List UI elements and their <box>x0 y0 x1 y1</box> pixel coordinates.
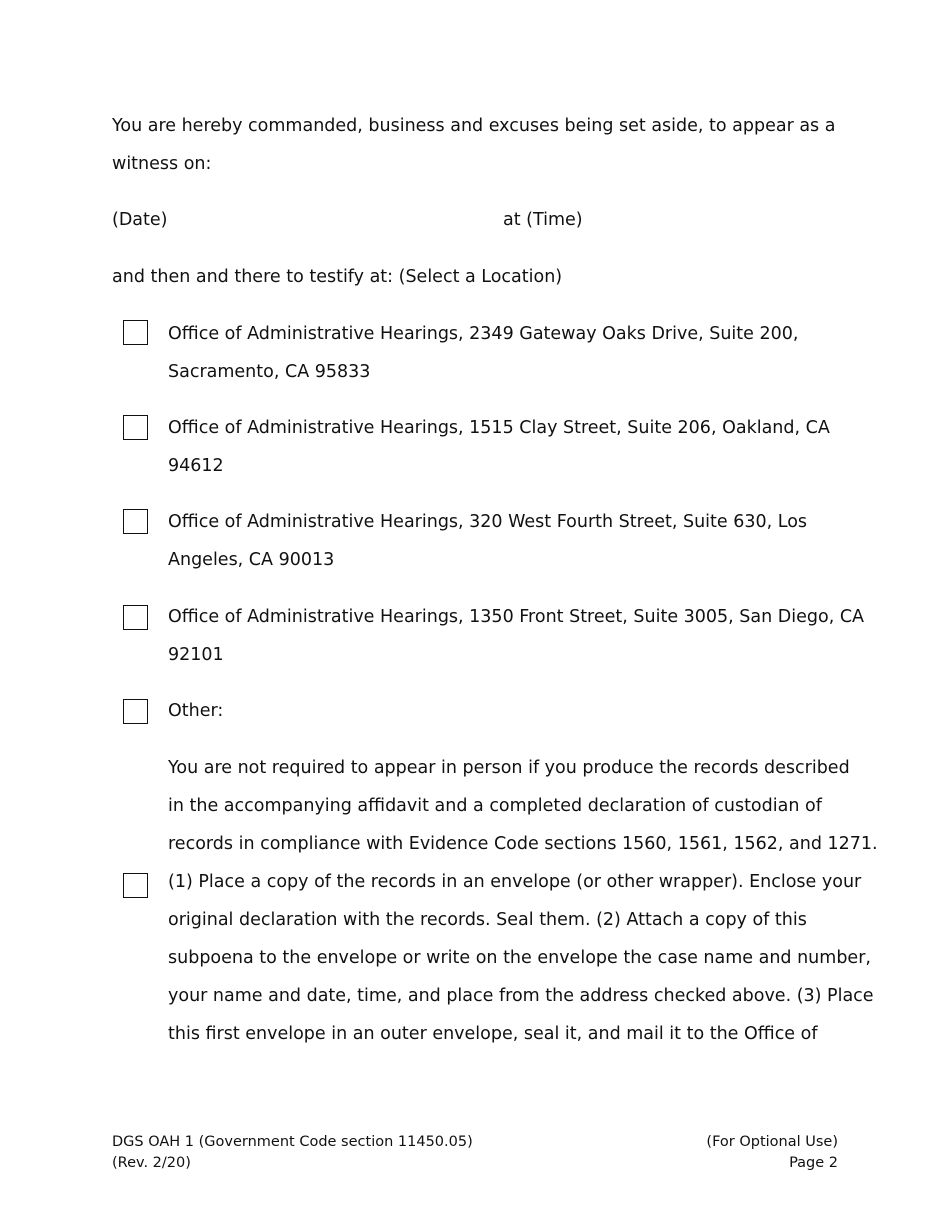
records-line-5: original declaration with the records. Seal them. (2) Attach a copy of this <box>168 910 807 930</box>
date-label: (Date) <box>112 210 168 230</box>
location-oakland-line-2: 94612 <box>168 456 224 476</box>
records-line-8: this first envelope in an outer envelope, seal it, and mail it to the Office of <box>168 1024 818 1044</box>
intro-line-1: You are hereby commanded, business and excuses being set aside, to appear as a <box>112 116 836 136</box>
location-san-diego-line-2: 92101 <box>168 645 224 665</box>
location-oakland-checkbox[interactable] <box>123 415 148 440</box>
footer-form-id: DGS OAH 1 (Government Code section 11450.05) <box>112 1134 473 1150</box>
location-other-checkbox[interactable] <box>123 699 148 724</box>
location-los-angeles-line-1: Office of Administrative Hearings, 320 West Fourth Street, Suite 630, Los <box>168 512 808 532</box>
records-line-2: in the accompanying affidavit and a completed declaration of custodian of <box>168 796 822 816</box>
location-other-label: Other: <box>168 701 224 721</box>
records-line-3: records in compliance with Evidence Code sections 1560, 1561, 1562, and 1271. <box>168 834 878 854</box>
time-label: at (Time) <box>503 210 583 230</box>
records-line-7: your name and date, time, and place from the address checked above. (3) Place <box>168 986 874 1006</box>
location-oakland-line-1: Office of Administrative Hearings, 1515 Clay Street, Suite 206, Oakland, CA <box>168 418 830 438</box>
intro-line-2: witness on: <box>112 154 212 174</box>
location-sacramento-line-2: Sacramento, CA 95833 <box>168 362 371 382</box>
records-line-6: subpoena to the envelope or write on the envelope the case name and number, <box>168 948 871 968</box>
location-san-diego-line-1: Office of Administrative Hearings, 1350 Front Street, Suite 3005, San Diego, CA <box>168 607 865 627</box>
footer-optional-use: (For Optional Use) <box>706 1134 838 1150</box>
location-los-angeles-checkbox[interactable] <box>123 509 148 534</box>
footer-page-number: Page 2 <box>789 1155 838 1171</box>
footer-revision: (Rev. 2/20) <box>112 1155 191 1171</box>
location-san-diego-checkbox[interactable] <box>123 605 148 630</box>
records-option-checkbox[interactable] <box>123 873 148 898</box>
records-line-1: You are not required to appear in person if you produce the records described <box>168 758 850 778</box>
location-sacramento-checkbox[interactable] <box>123 320 148 345</box>
location-prompt: and then and there to testify at: (Select a Location) <box>112 267 563 287</box>
location-sacramento-line-1: Office of Administrative Hearings, 2349 Gateway Oaks Drive, Suite 200, <box>168 324 799 344</box>
location-los-angeles-line-2: Angeles, CA 90013 <box>168 550 335 570</box>
records-line-4: (1) Place a copy of the records in an envelope (or other wrapper). Enclose your <box>168 872 862 892</box>
